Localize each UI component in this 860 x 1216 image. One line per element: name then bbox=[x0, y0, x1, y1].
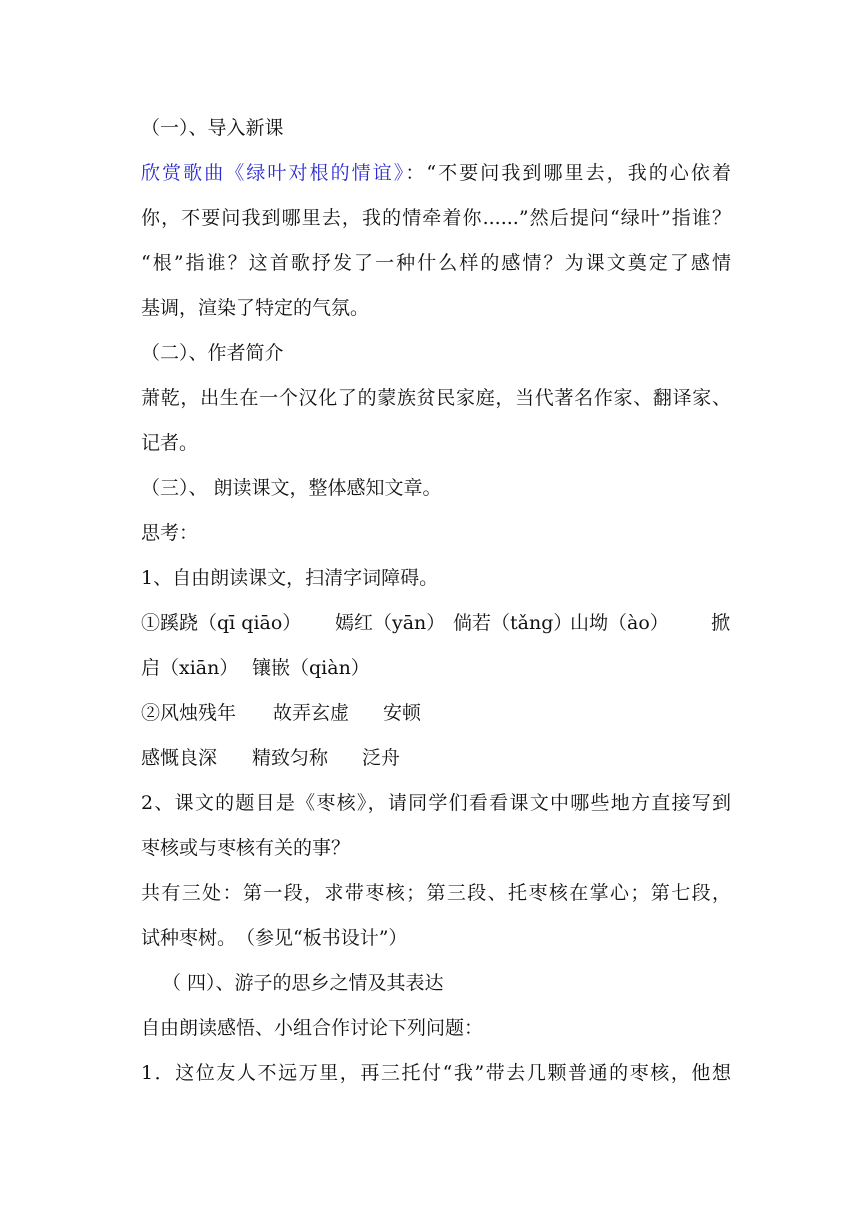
question-2-cont: 枣核或与枣核有关的事？ bbox=[141, 837, 351, 859]
word-item: 安顿 bbox=[383, 702, 422, 724]
section-title-author: （二）、作者简介 bbox=[141, 342, 284, 364]
song-title-link-text: 欣赏歌曲《绿叶对根的情谊》 bbox=[141, 162, 406, 184]
paragraph-line: 记者。 bbox=[141, 432, 199, 454]
word-item: 精致匀称 bbox=[252, 747, 329, 769]
section-title-homesick: （ 四）、游子的思乡之情及其表达 bbox=[162, 972, 444, 994]
paragraph-line: 自由朗读感悟、小组合作讨论下列问题： bbox=[141, 1017, 484, 1039]
answer-line: 共有三处：第一段，求带枣核；第三段、托枣核在掌心；第七段， bbox=[141, 882, 731, 904]
vocab-item: 启（xiān） bbox=[141, 657, 239, 679]
paragraph-line: 萧乾，出生在一个汉化了的蒙族贫民家庭，当代著名作家、翻译家、 bbox=[141, 387, 731, 409]
vocab-item: 倘若（tǎng） bbox=[453, 612, 573, 634]
vocab-item: 掀 bbox=[711, 612, 731, 634]
paragraph-text: ：“不要问我到哪里去，我的心依着 bbox=[405, 162, 731, 184]
vocab-item: 镶嵌（qiàn） bbox=[252, 657, 370, 679]
paragraph-line bbox=[141, 161, 731, 185]
word-row-1 bbox=[141, 701, 731, 725]
word-row-2 bbox=[141, 746, 731, 770]
pinyin-row-1 bbox=[141, 611, 731, 635]
word-item: ②风烛残年 bbox=[141, 702, 237, 724]
word-item: 泛舟 bbox=[362, 747, 401, 769]
vocab-item: ①蹊跷（qī qiāo） bbox=[141, 612, 302, 634]
answer-line: 试种枣树。 （参见“板书设计”） bbox=[141, 927, 408, 949]
vocab-item: 嫣红（yān） bbox=[335, 612, 446, 634]
paragraph-line: 1．这位友人不远万里，再三托付“我”带去几颗普通的枣核，他想 bbox=[141, 1062, 731, 1084]
question-1: 1、自由朗读课文，扫清字词障碍。 bbox=[141, 567, 439, 589]
word-item: 感慨良深 bbox=[141, 747, 218, 769]
paragraph-line: 基调，渲染了特定的气氛。 bbox=[141, 297, 370, 319]
pinyin-row-2 bbox=[141, 656, 731, 680]
section-title-reading: （三）、 朗读课文，整体感知文章。 bbox=[141, 477, 442, 499]
question-2: 2、课文的题目是《枣核》，请同学们看看课文中哪些地方直接写到 bbox=[141, 792, 731, 814]
paragraph-line: “根”指谁？这首歌抒发了一种什么样的感情？为课文奠定了感情 bbox=[141, 252, 731, 274]
section-title-intro: （一）、导入新课 bbox=[141, 117, 284, 139]
paragraph-line: 你，不要问我到哪里去，我的情牵着你......”然后提问“绿叶”指谁？ bbox=[141, 207, 731, 229]
vocab-item: 山坳（ào） bbox=[570, 612, 669, 634]
think-label: 思考： bbox=[141, 522, 199, 544]
word-item: 故弄玄虚 bbox=[273, 702, 350, 724]
